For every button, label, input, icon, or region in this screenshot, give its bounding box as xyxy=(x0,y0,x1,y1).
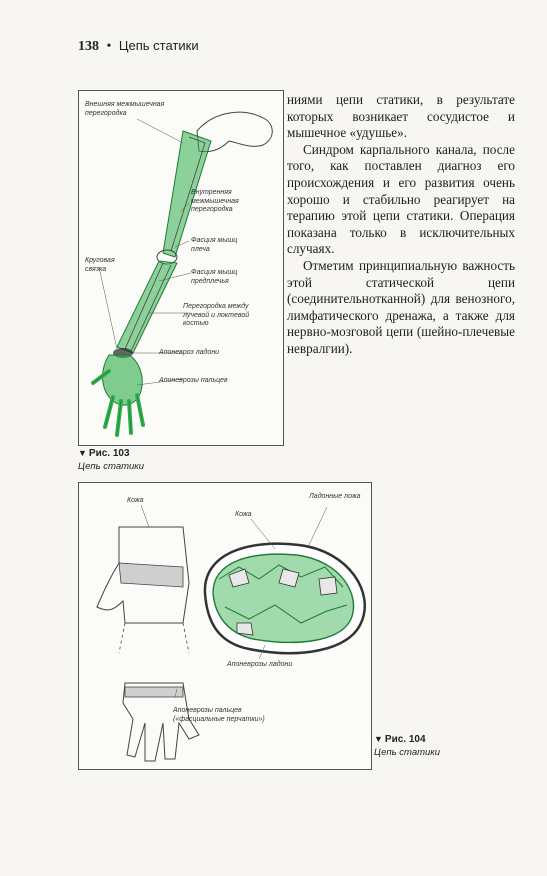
caption-104-number: Рис. 104 xyxy=(384,734,426,745)
label-palm-aponeurosis-104: Апоневрозы ладони xyxy=(227,661,293,668)
figure-104-hand xyxy=(78,482,372,770)
label-finger-aponeuroses-104: Апоневрозы пальцев xyxy=(173,707,242,714)
triangle-down-icon: ▼ xyxy=(78,448,87,458)
paragraph-1: ниями цепи статики, в результате которых возникает сосудистое и мышечное «удушье». xyxy=(287,92,515,141)
label-outer-septum: Внешняя межмышечная перегородка xyxy=(85,101,165,117)
figure-103-arm xyxy=(78,90,284,446)
page-header xyxy=(78,38,199,55)
label-skin-right: Кожа xyxy=(235,511,252,518)
hand-cross-section-drawing xyxy=(79,483,371,769)
label-fascial-gloves: («фасциальные перчатки») xyxy=(173,716,265,723)
page-number: 138 xyxy=(78,39,99,54)
running-title: Цепь статики xyxy=(118,38,199,53)
label-round-ligament: Круговая связка xyxy=(85,257,115,273)
caption-104 xyxy=(374,734,440,758)
caption-103 xyxy=(78,448,144,472)
label-skin-top: Кожа xyxy=(127,497,144,504)
caption-103-title: Цепь статики xyxy=(78,461,145,472)
label-forearm-fascia: Фасция мышц предплечья xyxy=(191,269,238,285)
triangle-down-icon: ▼ xyxy=(374,734,383,744)
body-text xyxy=(287,92,515,358)
label-finger-aponeuroses: Апоневрозы пальцев xyxy=(159,377,228,384)
label-radius-ulna-septum: Перегородка между лучевой и локтевой костью xyxy=(183,303,250,327)
label-inner-septum: Внутренняя межмышечная перегородка xyxy=(191,189,239,213)
caption-104-title: Цепь статики xyxy=(374,747,441,758)
caption-103-number: Рис. 103 xyxy=(88,448,130,459)
label-arm-fascia: Фасция мышц плеча xyxy=(191,237,238,253)
paragraph-2: Синдром карпального канала, после того, как поставлен диагноз его происхождения и его развития очень хорошо и стабильно реагирует на терапию этой цепи статики. Операция показана только в исключительных случаях. xyxy=(287,141,515,257)
paragraph-3: Отметим принципиальную важность этой статической цепи (соединительнотканной) для венозного, лимфатического дренажа, а также для нервно-мозговой цепи (шейно-плечевые невралгии). xyxy=(287,257,515,356)
header-separator: • xyxy=(106,39,112,54)
label-palm-beds: Ладонные ложа xyxy=(309,493,361,500)
label-palm-aponeurosis: Апоневроз ладони xyxy=(159,349,220,356)
